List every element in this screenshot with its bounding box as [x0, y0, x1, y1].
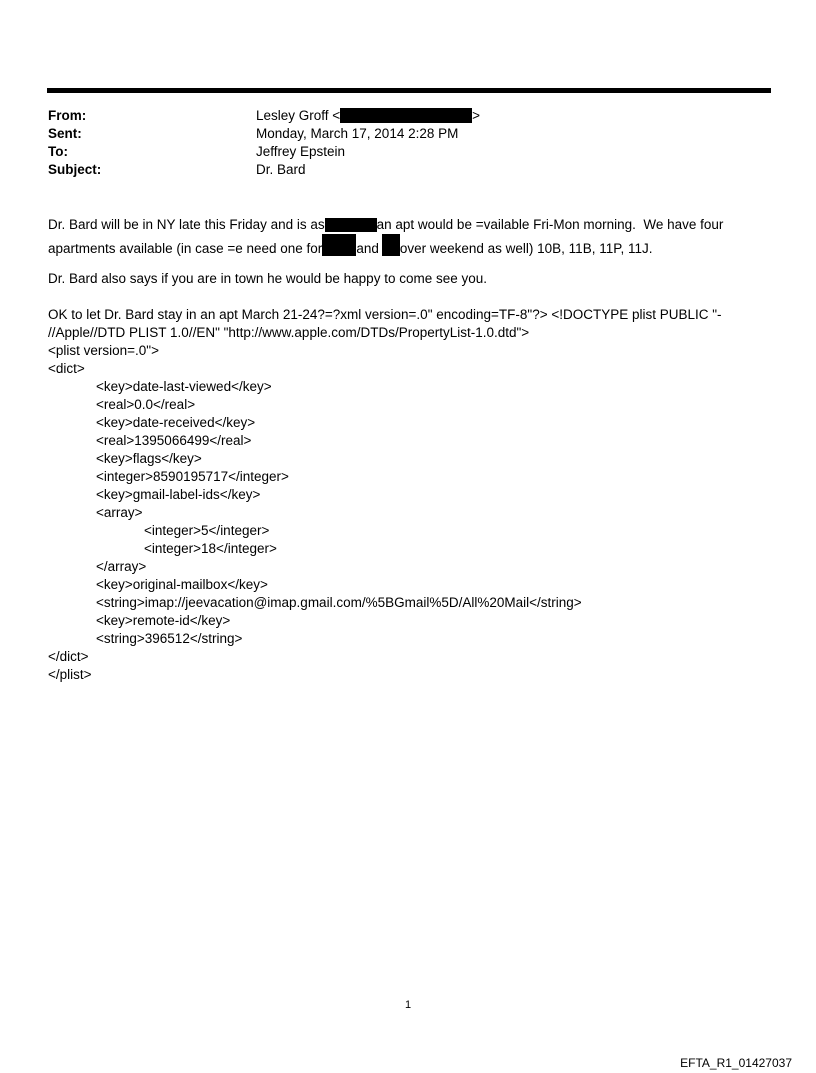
sent-label: Sent:: [48, 126, 82, 141]
from-row: [48, 107, 748, 125]
header-rule: [47, 88, 771, 93]
text-segment: an apt would be =vailable Fri-Mon morning. We have four: [376, 217, 724, 232]
plist-line: </array>: [96, 559, 147, 574]
sent-value: Monday, March 17, 2014 2:28 PM: [256, 126, 459, 141]
redaction-box: [340, 108, 472, 123]
paragraph-gap: [48, 288, 728, 306]
body-line: OK to let Dr. Bard stay in an apt March 21-24?=?xml version=.0" encoding=TF-8"?> <!DOCTYPE plist PUBLIC "-: [48, 307, 722, 322]
plist-line: <dict>: [48, 361, 85, 376]
to-row: [48, 143, 748, 161]
plist-line: <real>0.0</real>: [96, 397, 196, 412]
document-id: EFTA_R1_01427037: [680, 1056, 792, 1070]
to-label: To:: [48, 144, 68, 159]
email-body: [48, 216, 728, 684]
plist-line: <key>date-received</key>: [96, 415, 256, 430]
subject-label: Subject:: [48, 162, 102, 177]
redaction-box: [325, 218, 377, 232]
from-value: [256, 107, 748, 125]
plist-line: <integer>5</integer>: [144, 523, 270, 538]
plist-line: <string>imap://jeevacation@imap.gmail.com/%5BGmail%5D/All%20Mail</string>: [96, 595, 582, 610]
from-name: Lesley Groff <: [256, 108, 341, 123]
body-line: [48, 216, 728, 234]
plist-line: </dict>: [48, 649, 89, 664]
sent-row: [48, 125, 748, 143]
body-line: Dr. Bard also says if you are in town he would be happy to come see you.: [48, 271, 487, 286]
text-segment: and: [356, 241, 379, 256]
text-segment: apartments available (in case =e need one for: [48, 241, 323, 256]
from-close: >: [472, 108, 481, 123]
body-line: [48, 234, 728, 256]
plist-line: <array>: [96, 505, 143, 520]
subject-row: [48, 161, 748, 179]
subject-value: Dr. Bard: [256, 162, 306, 177]
redaction-box: [382, 234, 400, 256]
to-value: Jeffrey Epstein: [256, 144, 346, 159]
body-line: //Apple//DTD PLIST 1.0//EN" "http://www.apple.com/DTDs/PropertyList-1.0.dtd">: [48, 325, 530, 340]
plist-line: <real>1395066499</real>: [96, 433, 252, 448]
plist-line: <plist version=.0">: [48, 343, 159, 358]
plist-line: <key>remote-id</key>: [96, 613, 231, 628]
from-label: From:: [48, 108, 87, 123]
plist-line: <key>original-mailbox</key>: [96, 577, 268, 592]
redaction-box: [322, 234, 356, 256]
plist-line: <integer>8590195717</integer>: [96, 469, 289, 484]
email-header: [48, 107, 748, 179]
plist-line: <key>date-last-viewed</key>: [96, 379, 272, 394]
plist-line: <string>396512</string>: [96, 631, 243, 646]
plist-line: </plist>: [48, 667, 92, 682]
plist-line: <integer>18</integer>: [144, 541, 277, 556]
plist-line: <key>flags</key>: [96, 451, 202, 466]
page-number: 1: [404, 999, 412, 1011]
text-segment: Dr. Bard will be in NY late this Friday and is as: [48, 217, 325, 232]
text-segment: over weekend as well) 10B, 11B, 11P, 11J.: [399, 241, 653, 256]
plist-line: <key>gmail-label-ids</key>: [96, 487, 261, 502]
